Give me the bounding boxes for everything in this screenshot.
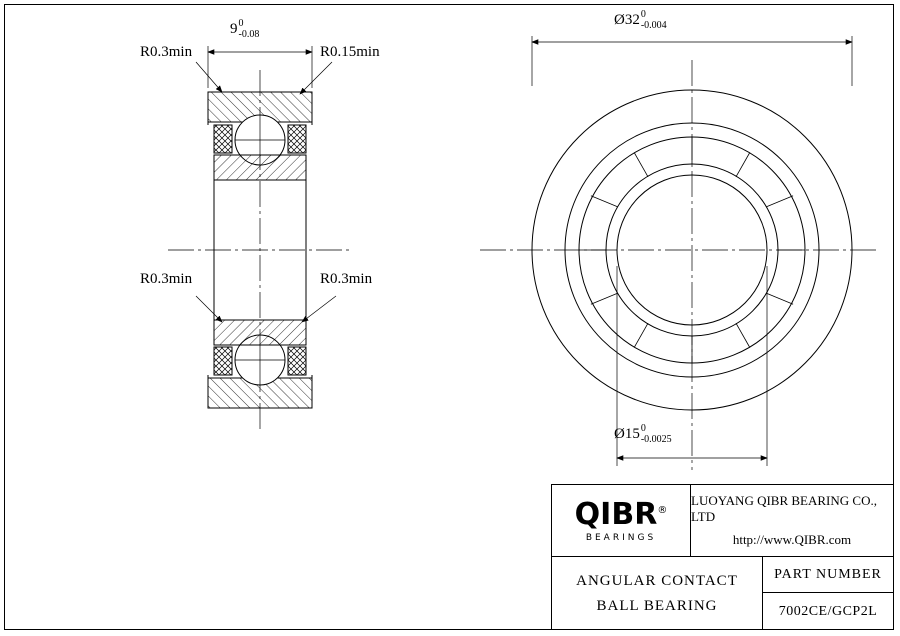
product-description-line1: ANGULAR CONTACT xyxy=(576,572,738,589)
chamfer-note-bottom-right: R0.3min xyxy=(320,271,373,287)
width-dimension-value: 9 xyxy=(230,20,238,37)
outer-diameter-value: 32 xyxy=(624,11,640,28)
outer-diameter-lower-tol: -0.004 xyxy=(640,19,667,31)
company-website: http://www.QIBR.com xyxy=(732,532,852,547)
title-block xyxy=(551,484,894,630)
inner-diameter-upper-tol: 0 xyxy=(640,423,646,434)
company-name: LUOYANG QIBR BEARING CO., LTD xyxy=(691,493,877,524)
part-number-block xyxy=(763,557,893,630)
title-block-body xyxy=(552,557,893,630)
inner-diameter-lower-tol: -0.0025 xyxy=(640,433,672,445)
product-description xyxy=(552,557,763,630)
width-dimension-lower-tol: -0.08 xyxy=(238,28,260,40)
registered-trademark-icon: ® xyxy=(657,505,668,516)
brand-name xyxy=(574,497,668,532)
product-description-line2: BALL BEARING xyxy=(596,597,718,614)
inner-diameter-value: 15 xyxy=(624,425,640,442)
width-dimension-label xyxy=(230,19,259,40)
outer-diameter-upper-tol: 0 xyxy=(640,9,646,20)
title-block-header xyxy=(552,485,893,557)
inner-diameter-label xyxy=(614,424,672,445)
chamfer-note-top-right: R0.15min xyxy=(320,44,380,60)
part-number-label: PART NUMBER xyxy=(763,557,893,593)
inner-diameter-symbol: Ø xyxy=(614,425,625,442)
chamfer-note-bottom-left: R0.3min xyxy=(140,271,193,287)
outer-diameter-symbol: Ø xyxy=(614,11,625,28)
width-dimension-upper-tol: 0 xyxy=(238,18,244,29)
chamfer-note-top-left: R0.3min xyxy=(140,44,193,60)
part-number-value: 7002CE/GCP2L xyxy=(778,603,878,619)
brand-logo xyxy=(552,485,691,556)
outer-diameter-label xyxy=(614,10,667,31)
brand-subtitle: BEARINGS xyxy=(585,533,657,543)
brand-word: QIBR xyxy=(574,497,658,532)
company-info xyxy=(691,485,893,556)
front-view xyxy=(480,60,880,470)
